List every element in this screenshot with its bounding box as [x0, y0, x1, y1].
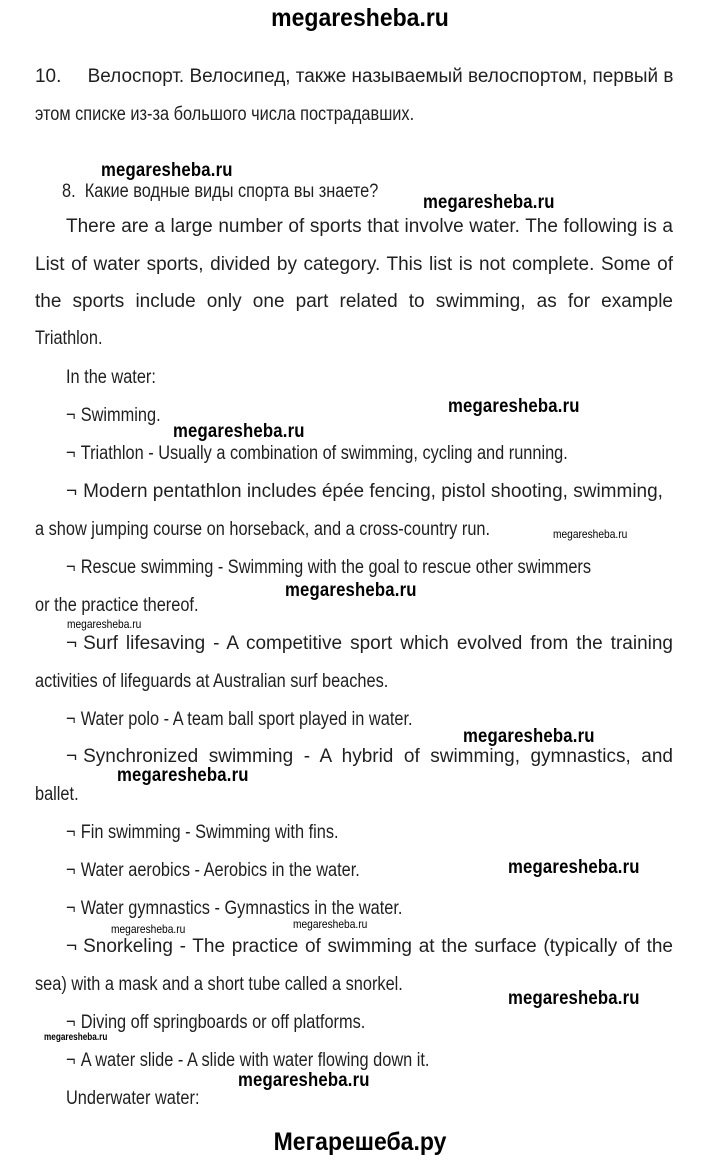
- question-8-title: 8. Какие водные виды спорта вы знаете?: [62, 181, 379, 202]
- bullet-icon: ¬: [66, 481, 78, 502]
- list-item-water-slide: [66, 1050, 429, 1072]
- list-item-surf-cont: activities of lifeguards at Australian surf beaches.: [35, 671, 389, 692]
- watermark: megaresheba.ru: [111, 922, 186, 936]
- list-item-fin: [66, 822, 339, 844]
- list-item-rescue-cont: or the practice thereof.: [35, 595, 199, 616]
- bullet-icon: ¬: [66, 709, 76, 730]
- list-item-synchronized-cont: ballet.: [35, 784, 79, 805]
- bullet-icon: ¬: [66, 405, 76, 426]
- bullet-icon: ¬: [66, 746, 78, 767]
- watermark: megaresheba.ru: [553, 527, 628, 541]
- list-item-pentathlon: [66, 481, 673, 503]
- answer-10-line-1: [35, 66, 673, 88]
- watermark: megaresheba.ru: [285, 580, 417, 601]
- list-item-text: Rescue swimming - Swimming with the goal to rescue other swimmers: [80, 557, 592, 578]
- list-item-text: Swimming.: [80, 405, 161, 426]
- list-item-text: Fin swimming - Swimming with fins.: [80, 822, 339, 843]
- list-item-text: Synchronized swimming - A hybrid of swimming, gymnastics, and: [83, 746, 673, 767]
- bullet-icon: ¬: [66, 1050, 76, 1071]
- list-item-snorkeling-cont: sea) with a mask and a short tube called a snorkel.: [35, 974, 403, 995]
- list-item-text: Water gymnastics - Gymnastics in the water.: [80, 898, 403, 919]
- watermark: megaresheba.ru: [448, 396, 580, 417]
- bullet-icon: ¬: [66, 557, 76, 578]
- list-item-text: Surf lifesaving - A competitive sport which evolved from the training: [83, 633, 673, 654]
- bullet-icon: ¬: [66, 1012, 76, 1033]
- watermark: megaresheba.ru: [508, 857, 640, 878]
- list-item-rescue: [66, 557, 591, 579]
- list-item-swimming: [66, 405, 161, 427]
- list-item-text: Water polo - A team ball sport played in water.: [80, 709, 413, 730]
- bullet-icon: ¬: [66, 633, 78, 654]
- watermark: megaresheba.ru: [238, 1070, 370, 1091]
- watermark: megaresheba.ru: [44, 1032, 108, 1043]
- site-footer-brand: Мегарешеба.ру: [273, 1128, 447, 1156]
- intro-line-1: There are a large number of sports that involve water. The following is a: [66, 216, 673, 237]
- list-item-text: Triathlon - Usually a combination of swimming, cycling and running.: [80, 443, 568, 464]
- list-item-diving: [66, 1012, 365, 1034]
- section-underwater: Underwater water:: [66, 1088, 200, 1109]
- bullet-icon: ¬: [66, 898, 76, 919]
- list-item-text: Diving off springboards or off platforms.: [80, 1012, 366, 1033]
- watermark: megaresheba.ru: [173, 421, 305, 442]
- intro-line-2: List of water sports, divided by category. This list is not complete. Some of: [35, 254, 673, 275]
- site-header-brand: megaresheba.ru: [271, 4, 449, 32]
- answer-10-line-2: этом списке из-за большого числа пострадавших.: [35, 104, 415, 125]
- watermark: megaresheba.ru: [463, 726, 595, 747]
- intro-line-3: the sports include only one part related to swimming, as for example: [35, 291, 673, 312]
- watermark: megaresheba.ru: [67, 617, 142, 631]
- list-item-snorkeling: [66, 936, 673, 958]
- list-item-water-polo: [66, 709, 413, 731]
- answer-10-text: 10. Велоспорт. Велосипед, также называемый велоспортом, первый в: [35, 66, 674, 87]
- list-item-surf: [66, 633, 673, 655]
- list-item-pentathlon-cont: a show jumping course on horseback, and a cross-country run.: [35, 519, 491, 540]
- watermark: megaresheba.ru: [117, 765, 249, 786]
- list-item-text: A water slide - A slide with water flowing down it.: [80, 1050, 430, 1071]
- bullet-icon: ¬: [66, 822, 76, 843]
- watermark: megaresheba.ru: [101, 160, 233, 181]
- watermark: megaresheba.ru: [508, 988, 640, 1009]
- list-item-text: Water aerobics - Aerobics in the water.: [80, 860, 360, 881]
- list-item-aerobics: [66, 860, 360, 882]
- watermark: megaresheba.ru: [423, 192, 555, 213]
- section-in-water: In the water:: [66, 367, 156, 388]
- list-item-text: Modern pentathlon includes épée fencing, pistol shooting, swimming,: [83, 481, 663, 502]
- bullet-icon: ¬: [66, 443, 76, 464]
- bullet-icon: ¬: [66, 860, 76, 881]
- watermark: megaresheba.ru: [293, 917, 368, 931]
- bullet-icon: ¬: [66, 936, 78, 957]
- intro-line-4: Triathlon.: [35, 328, 103, 349]
- list-item-triathlon: [66, 443, 568, 465]
- list-item-text: Snorkeling - The practice of swimming at the surface (typically of the: [83, 936, 673, 957]
